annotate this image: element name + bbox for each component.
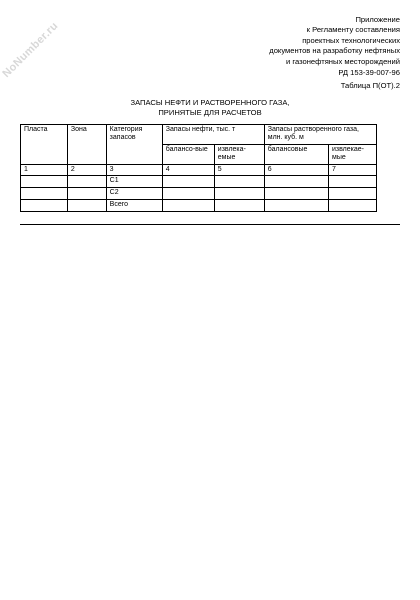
table-cell xyxy=(162,200,214,212)
table-cell xyxy=(21,176,68,188)
appendix-line: и газонефтяных месторождений xyxy=(286,56,400,66)
category-cell: С1 xyxy=(106,176,162,188)
table-cell xyxy=(264,188,328,200)
appendix-line: Приложение xyxy=(355,15,400,24)
table-cell xyxy=(67,176,106,188)
header-gas-recoverable: извлекае-мые xyxy=(329,144,377,164)
table-row xyxy=(21,188,377,200)
header-gas-balance: балансовые xyxy=(264,144,328,164)
table-cell xyxy=(162,176,214,188)
table-title xyxy=(0,98,420,117)
table-cell xyxy=(67,200,106,212)
table-title-line-1: ЗАПАСЫ НЕФТИ И РАСТВОРЕННОГО ГАЗА, xyxy=(130,98,290,107)
table-cell xyxy=(264,200,328,212)
header-plast: Пласта xyxy=(21,125,68,165)
column-number-row xyxy=(21,164,377,175)
table-cell xyxy=(214,176,264,188)
table-cell xyxy=(162,188,214,200)
category-cell: Всего xyxy=(106,200,162,212)
document-code: РД 153-39-007-96 xyxy=(338,68,400,78)
watermark: NoNumber.ru xyxy=(0,19,61,81)
column-number: 3 xyxy=(106,164,162,175)
appendix-block xyxy=(269,15,400,78)
table-cell xyxy=(329,188,377,200)
column-number: 1 xyxy=(21,164,68,175)
table-cell xyxy=(214,188,264,200)
header-zona: Зона xyxy=(67,125,106,165)
column-number: 2 xyxy=(67,164,106,175)
column-number: 6 xyxy=(264,164,328,175)
header-oil-reserves: Запасы нефти, тыс. т xyxy=(162,125,264,145)
column-number: 5 xyxy=(214,164,264,175)
column-number: 4 xyxy=(162,164,214,175)
table-row xyxy=(21,200,377,212)
table-cell xyxy=(214,200,264,212)
table-cell xyxy=(21,200,68,212)
header-gas-reserves: Запасы растворенного газа, млн. куб. м xyxy=(264,125,376,145)
reserves-table xyxy=(20,124,377,212)
category-cell: С2 xyxy=(106,188,162,200)
header-oil-recoverable: извлека-емые xyxy=(214,144,264,164)
column-number: 7 xyxy=(329,164,377,175)
divider-line xyxy=(20,224,400,225)
table-cell xyxy=(67,188,106,200)
table-cell xyxy=(264,176,328,188)
header-row xyxy=(21,125,377,145)
appendix-line: к Регламенту составления xyxy=(306,25,400,35)
table-number: Таблица П(ОТ).2 xyxy=(340,81,400,90)
header-category: Категория запасов xyxy=(106,125,162,165)
appendix-line: документов на разработку нефтяных xyxy=(269,46,400,56)
table-cell xyxy=(21,188,68,200)
header-oil-balance: балансо-вые xyxy=(162,144,214,164)
table-cell xyxy=(329,176,377,188)
table-title-line-2: ПРИНЯТЫЕ ДЛЯ РАСЧЕТОВ xyxy=(158,107,262,117)
table-row xyxy=(21,176,377,188)
appendix-line: проектных технологических xyxy=(302,35,400,45)
table-cell xyxy=(329,200,377,212)
